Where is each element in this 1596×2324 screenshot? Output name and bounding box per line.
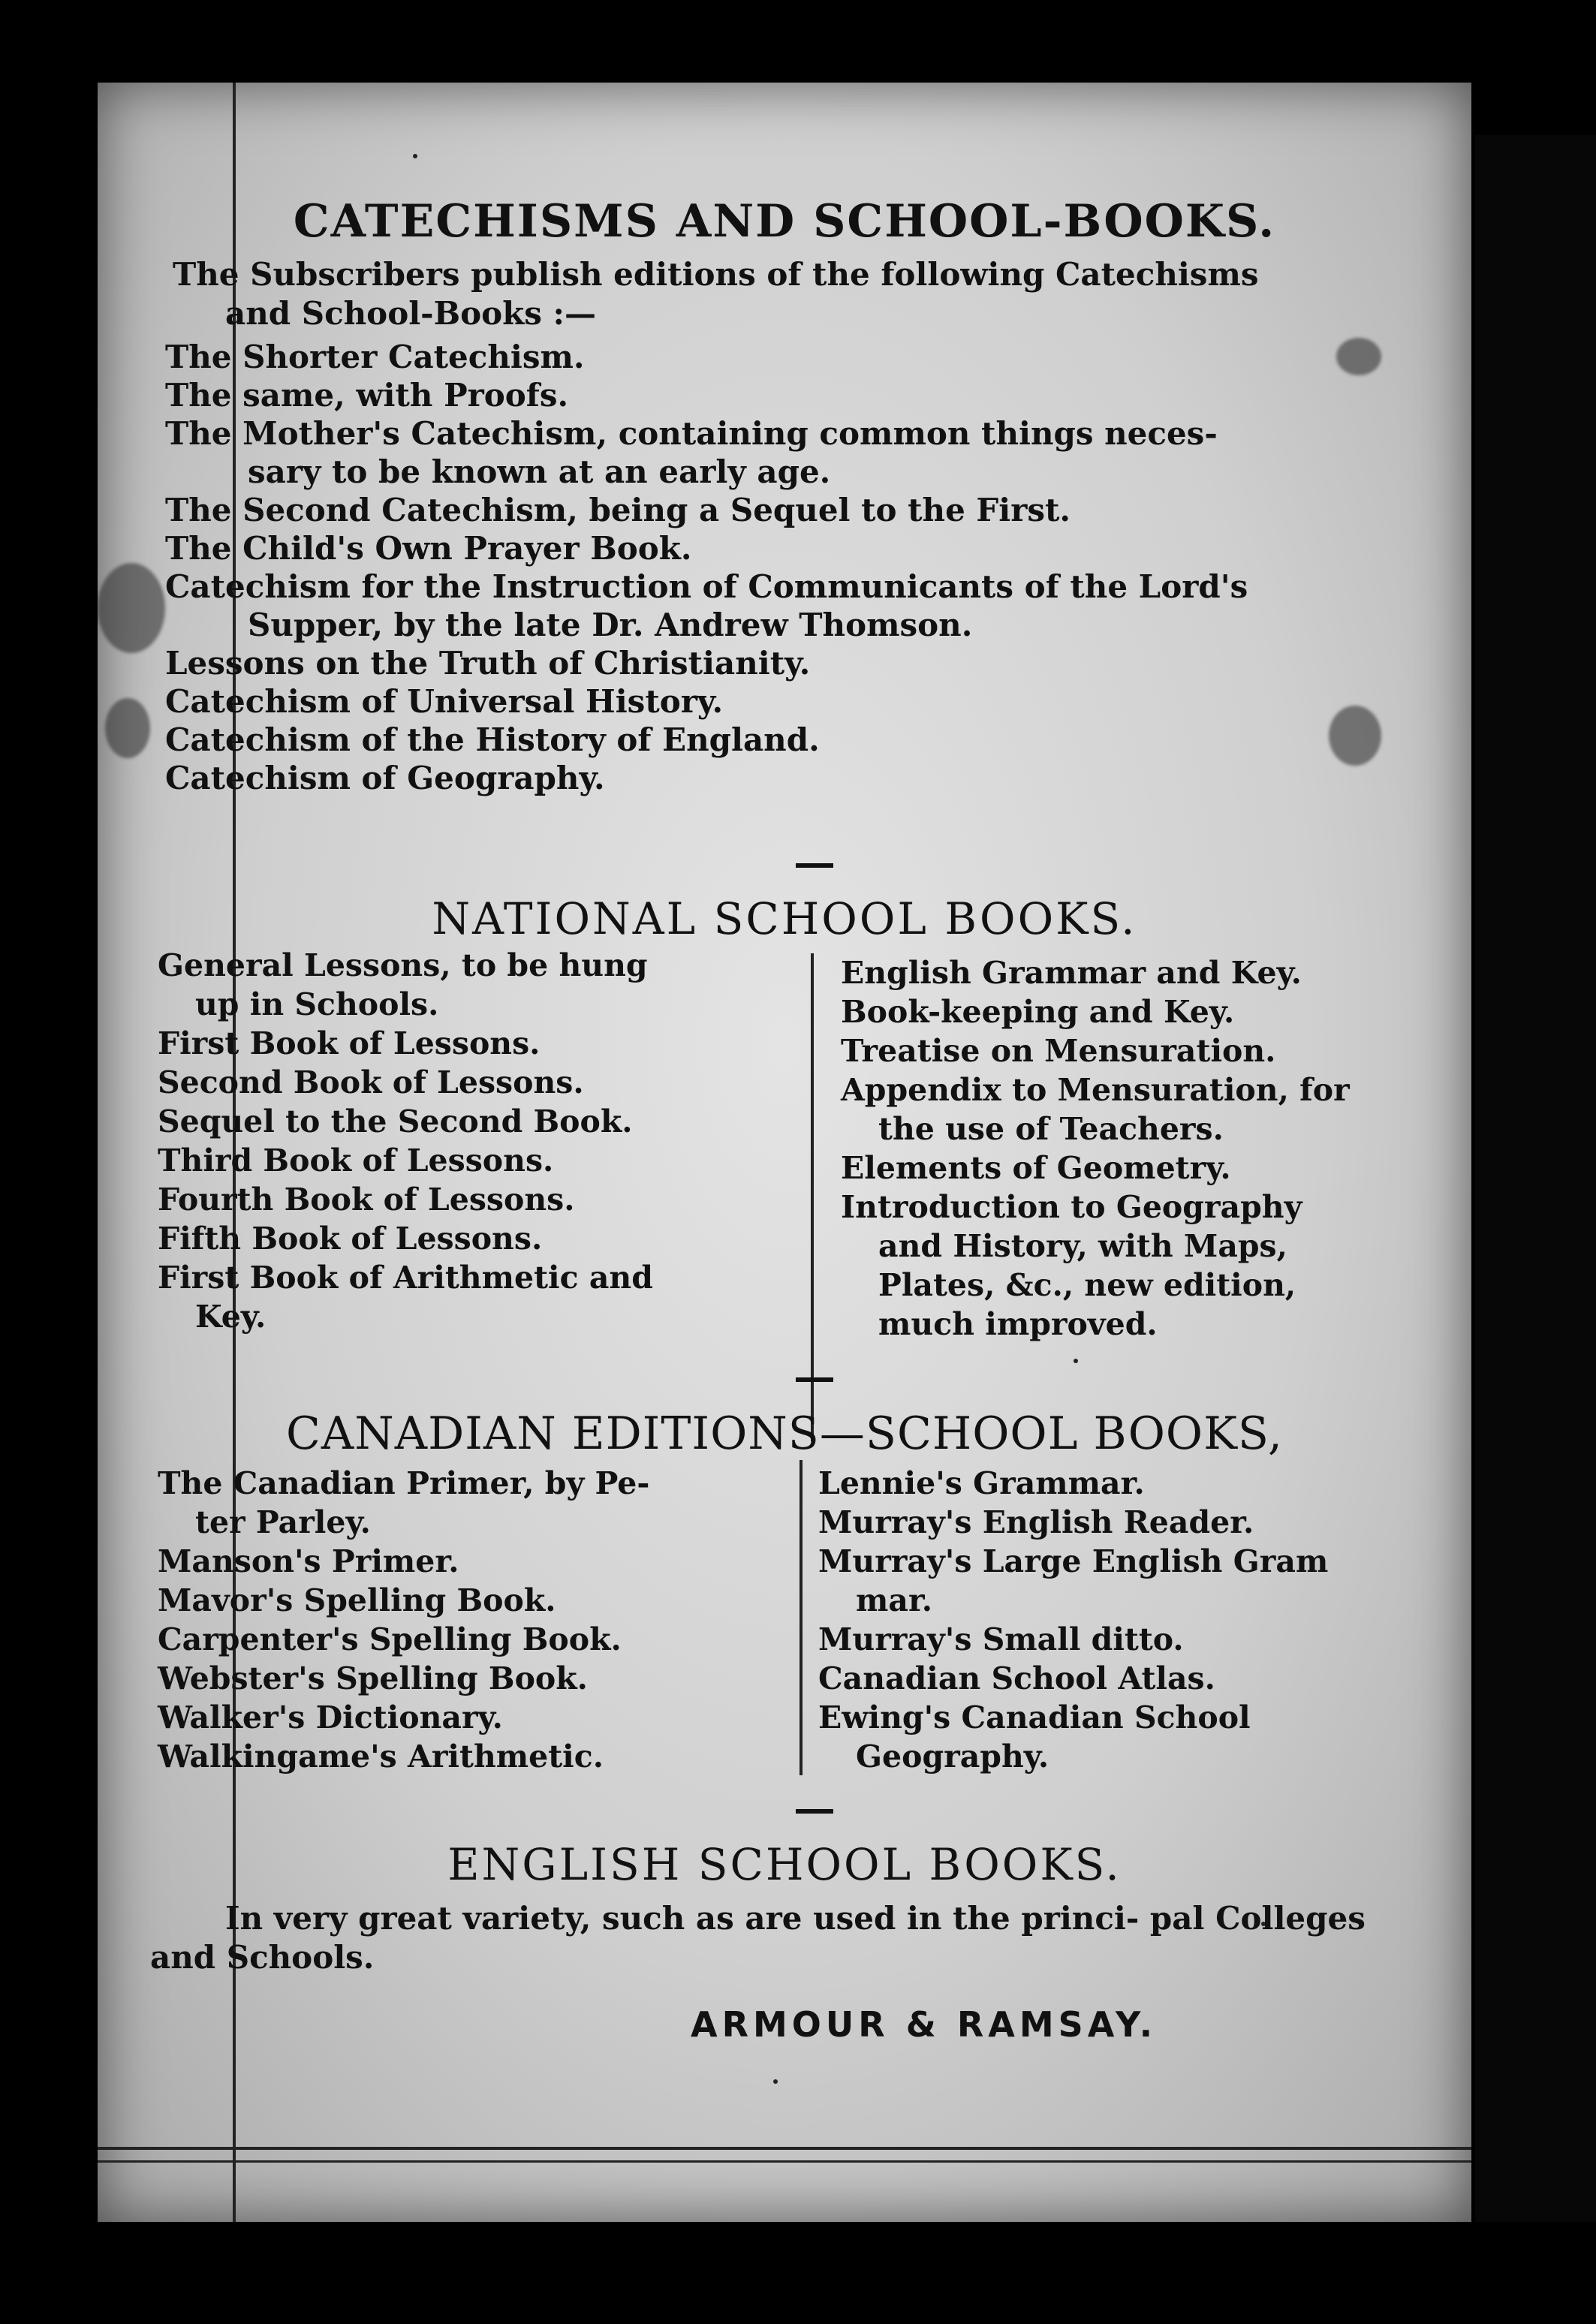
- canadian-right-column: [818, 1464, 1441, 1776]
- intro-paragraph: [173, 255, 1411, 333]
- list-item: Webster's Spelling Book.: [158, 1660, 588, 1696]
- list-item: Lennie's Grammar.: [818, 1465, 1145, 1501]
- list-item: The Canadian Primer, by Pe- ter Parley.: [158, 1465, 650, 1540]
- list-item: Manson's Primer.: [158, 1543, 459, 1579]
- list-item: Treatise on Mensuration.: [841, 1033, 1276, 1069]
- section-divider: [796, 1377, 833, 1382]
- list-item: The Second Catechism, being a Sequel to the First.: [165, 492, 1071, 528]
- catechism-list: [165, 338, 1441, 797]
- page-edge: [1475, 135, 1596, 2222]
- list-item: Ewing's Canadian School Geography.: [818, 1699, 1251, 1775]
- stain: [105, 698, 150, 758]
- national-right-column: [841, 953, 1456, 1344]
- canadian-left-column: [158, 1464, 811, 1776]
- list-item: Murray's Small ditto.: [818, 1621, 1184, 1657]
- publisher-signature: ARMOUR & RAMSAY.: [691, 2004, 1158, 2045]
- list-item: Fifth Book of Lessons.: [158, 1221, 543, 1257]
- list-item: much improved.: [878, 1306, 1158, 1342]
- intro-line: The Subscribers publish editions of the following Catechisms: [173, 256, 1259, 293]
- list-item: Second Book of Lessons.: [158, 1064, 584, 1100]
- list-item: Lessons on the Truth of Christianity.: [165, 645, 811, 682]
- section-divider: [796, 863, 833, 868]
- list-item: Fourth Book of Lessons.: [158, 1182, 575, 1218]
- list-item: Walkingame's Arithmetic.: [158, 1738, 604, 1775]
- list-item: Book-keeping and Key.: [841, 994, 1235, 1030]
- bottom-rule: [98, 2147, 1471, 2150]
- list-item: Third Book of Lessons.: [158, 1142, 554, 1179]
- list-item: Elements of Geometry.: [841, 1150, 1231, 1186]
- column-rule-national: [811, 953, 814, 1441]
- speck: [1074, 1359, 1078, 1363]
- list-item: General Lessons, to be hung up in Schools.: [158, 947, 648, 1022]
- heading-english: ENGLISH SCHOOL BOOKS.: [447, 1839, 1122, 1890]
- bottom-rule-2: [98, 2160, 1471, 2163]
- section-divider: [796, 1809, 833, 1814]
- list-item: Canadian School Atlas.: [818, 1660, 1215, 1696]
- list-item: Catechism of Geography.: [165, 760, 605, 796]
- document-page: [98, 83, 1471, 2222]
- stain: [98, 563, 165, 653]
- list-item: First Book of Arithmetic and Key.: [158, 1260, 653, 1335]
- heading-canadian: CANADIAN EDITIONS—SCHOOL BOOKS,: [286, 1407, 1283, 1460]
- english-paragraph: In very great variety, such as are used in the princi- pal Colleges and Schools.: [150, 1900, 1366, 1976]
- list-item: Sequel to the Second Book.: [158, 1103, 633, 1139]
- list-item: The same, with Proofs.: [165, 377, 569, 414]
- list-item: Walker's Dictionary.: [158, 1699, 503, 1735]
- list-item: Murray's Large English Gram mar.: [818, 1543, 1329, 1618]
- list-item: The Child's Own Prayer Book.: [165, 530, 692, 567]
- list-item: Catechism of Universal History.: [165, 683, 724, 720]
- intro-line: and School-Books :—: [225, 295, 596, 332]
- list-item: First Book of Lessons.: [158, 1025, 541, 1061]
- speck: [413, 154, 417, 158]
- list-item: The Shorter Catechism.: [165, 339, 585, 375]
- speck: [773, 2079, 778, 2084]
- heading-catechisms: CATECHISMS AND SCHOOL-BOOKS.: [293, 195, 1276, 248]
- list-item: Introduction to Geography and History, with Maps,: [841, 1189, 1302, 1264]
- heading-national: NATIONAL SCHOOL BOOKS.: [432, 893, 1137, 944]
- list-item: Murray's English Reader.: [818, 1504, 1254, 1540]
- list-item: Carpenter's Spelling Book.: [158, 1621, 622, 1657]
- list-item: Catechism of the History of England.: [165, 721, 820, 758]
- list-item: Appendix to Mensuration, for the use of Teachers.: [841, 1072, 1350, 1147]
- list-item: Plates, &c., new edition,: [878, 1267, 1296, 1303]
- national-left-column: [158, 946, 811, 1336]
- list-item: Mavor's Spelling Book.: [158, 1582, 556, 1618]
- list-item: Catechism for the Instruction of Communicants of the Lord's Supper, by the late Dr. Andrew Thomson.: [165, 568, 1248, 643]
- list-item: The Mother's Catechism, containing common things neces- sary to be known at an early age.: [165, 415, 1218, 490]
- list-item: English Grammar and Key.: [841, 955, 1302, 991]
